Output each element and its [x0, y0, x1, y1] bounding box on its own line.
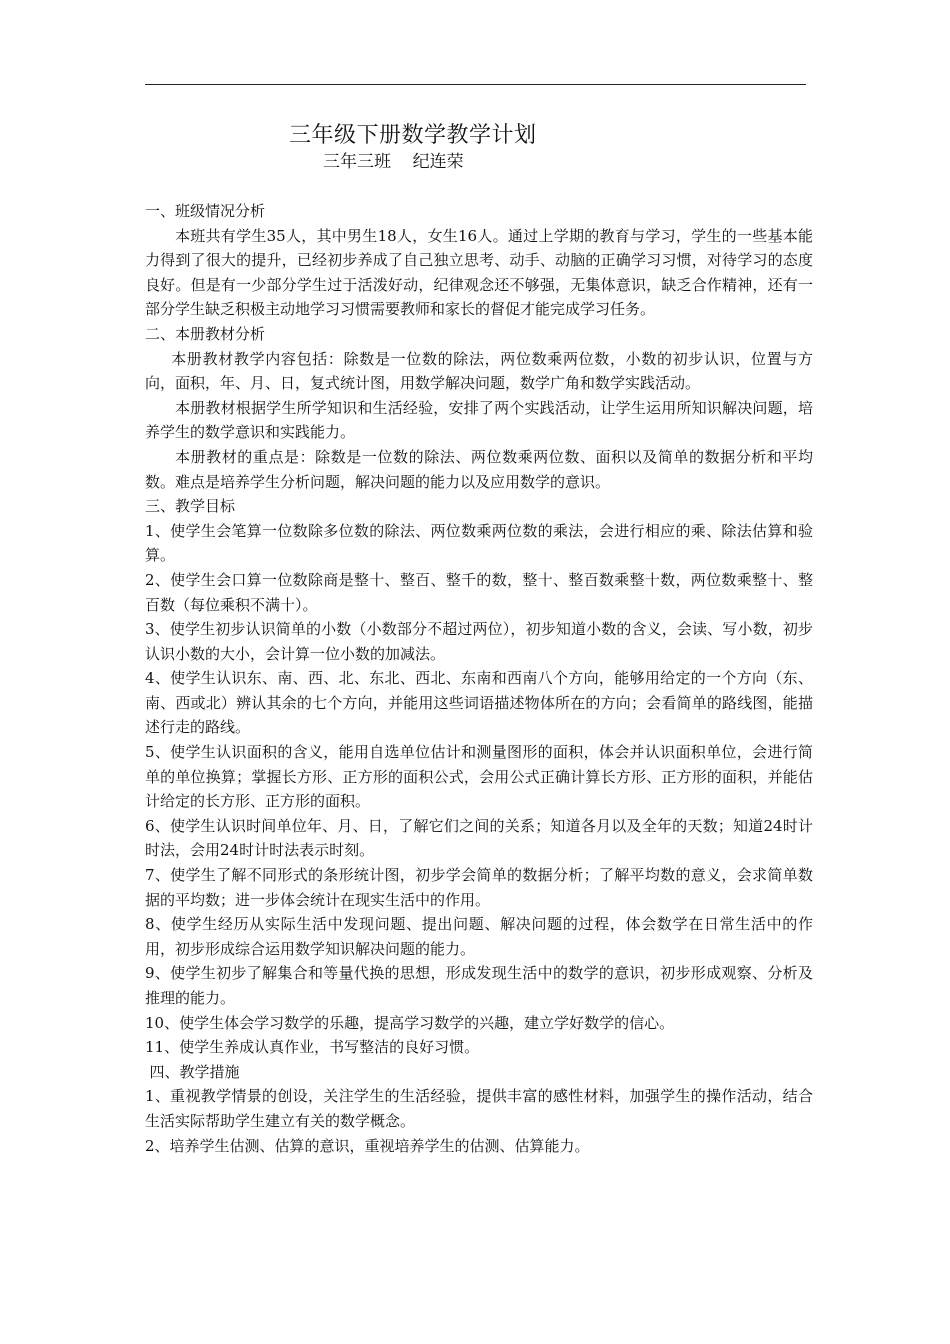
goal-item: 9、使学生初步了解集合和等量代换的思想，形成发现生活中的数学的意识，初步形成观察、分析及推理的能力。: [145, 964, 813, 1007]
section-heading-class-analysis: 一、班级情况分析: [145, 202, 266, 220]
paragraph-textbook-content: 本册教材教学内容包括：除数是一位数的除法，两位数乘两位数，小数的初步认识，位置与方向，面积，年、月、日，复式统计图，用数学解决问题，数学广角和数学实践活动。: [145, 349, 813, 393]
goal-item: 4、使学生认识东、南、西、北、东北、西北、东南和西南八个方向，能够用给定的一个方向（东、南、西或北）辨认其余的七个方向，并能用这些词语描述物体所在的方向；会看简单的路线图，能描述行走的路线。: [145, 669, 813, 737]
goal-item: 3、使学生初步认识简单的小数（小数部分不超过两位），初步知道小数的含义，会读、写小数，初步认识小数的大小，会计算一位小数的加减法。: [145, 620, 813, 663]
document-title: 三年级下册数学教学计划: [289, 123, 537, 148]
section-heading-textbook-analysis: 二、本册教材分析: [145, 324, 266, 343]
measure-item: 2、培养学生估测、估算的意识，重视培养学生的估测、估算能力。: [145, 1136, 590, 1155]
header-rule: [145, 84, 806, 85]
goal-item: 2、使学生会口算一位数除商是整十、整百、整千的数，整十、整百数乘整十数，两位数乘整十、整百数（每位乘积不满十）。: [145, 570, 813, 614]
goal-item: 8、使学生经历从实际生活中发现问题、提出问题、解决问题的过程，体会数学在日常生活中的作用，初步形成综合运用数学知识解决问题的能力。: [145, 915, 813, 958]
goal-item: 1、使学生会笔算一位数除多位数的除法、两位数乘两位数的乘法，会进行相应的乘、除法估算和验算。: [145, 521, 813, 565]
section-heading-teaching-measures: 四、教学措施: [149, 1062, 240, 1081]
document-author: 三年三班 纪连荣: [323, 152, 464, 172]
measure-item: 1、重视教学情景的创设，关注学生的生活经验，提供丰富的感性材料，加强学生的操作活动，结合生活实际帮助学生建立有关的数学概念。: [145, 1087, 813, 1130]
document-body: [145, 199, 813, 1158]
goal-item: 7、使学生了解不同形式的条形统计图，初步学会简单的数据分析；了解平均数的意义，会求简单数据的平均数；进一步体会统计在现实生活中的作用。: [145, 866, 813, 909]
goal-item: 11、使学生养成认真作业，书写整洁的良好习惯。: [145, 1038, 480, 1057]
paragraph-class-analysis: 本班共有学生35人，其中男生18人，女生16人。通过上学期的教育与学习，学生的一些基本能力得到了很大的提升，已经初步养成了自己独立思考、动手、动脑的正确学习习惯，对待学习的态度良好。但是有一少部分学生过于活泼好动，纪律观念还不够强，无集体意识，缺乏合作精神，还有一部分学生缺乏积极主动地学习习惯需要教师和家长的督促才能完成学习任务。: [145, 226, 813, 319]
paragraph-textbook-practice: 本册教材根据学生所学知识和生活经验，安排了两个实践活动，让学生运用所知识解决问题，培养学生的数学意识和实践能力。: [145, 398, 813, 442]
paragraph-textbook-focus: 本册教材的重点是：除数是一位数的除法、两位数乘两位数、面积以及简单的数据分析和平均数。难点是培养学生分析问题，解决问题的能力以及应用数学的意识。: [145, 447, 813, 491]
section-heading-teaching-goals: 三、教学目标: [145, 497, 236, 516]
goal-item: 6、使学生认识时间单位年、月、日，了解它们之间的关系；知道各月以及全年的天数；知道24时计时法，会用24时计时法表示时刻。: [145, 816, 813, 860]
goal-item: 5、使学生认识面积的含义，能用自选单位估计和测量图形的面积，体会并认识面积单位，会进行简单的单位换算；掌握长方形、正方形的面积公式，会用公式正确计算长方形、正方形的面积，并能估计给定的长方形、正方形的面积。: [145, 743, 813, 811]
goal-item: 10、使学生体会学习数学的乐趣，提高学习数学的兴趣，建立学好数学的信心。: [145, 1013, 675, 1032]
